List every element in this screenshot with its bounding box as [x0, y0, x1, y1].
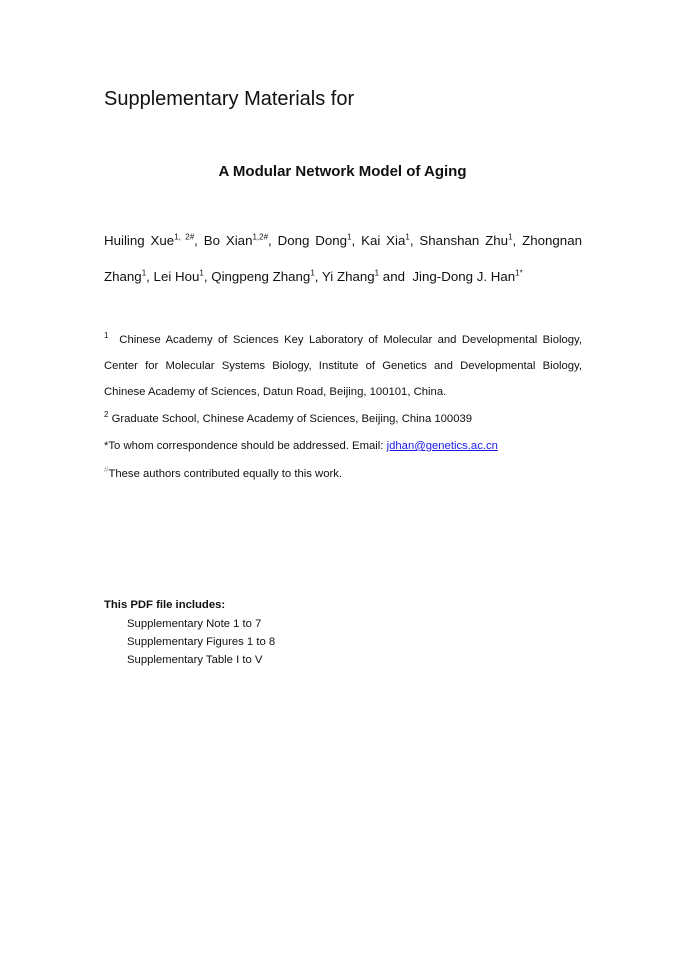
equal-contribution-marker: #: [104, 465, 109, 475]
author-affiliation-sup: 1: [508, 232, 513, 242]
author-affiliation-sup: 1,2#: [252, 232, 269, 242]
supplementary-heading: Supplementary Materials for: [104, 88, 355, 110]
author-name: Dong Dong: [277, 233, 348, 248]
author-affiliation-sup: 1: [310, 268, 315, 278]
author-name: Lei Hou: [153, 269, 200, 284]
author-affiliation-sup: 1: [199, 268, 204, 278]
author-affiliation-sup: 1: [141, 268, 147, 278]
includes-list: [104, 615, 275, 669]
author-affiliation-sup: 1, 2#: [174, 232, 195, 242]
author-name: Bo Xian: [203, 233, 253, 248]
author-line-1: Huiling Xue$^{1, 2\#}$, Bo Xian$^{1,2\#}$, Dong Dong$^1$, Kai Xia$^1$, Shanshan Zhu$^1$, Zhongnan: [104, 232, 582, 248]
author-list: [104, 228, 582, 300]
author-name: Zhang: [104, 269, 142, 284]
author-name: Qingpeng Zhang: [211, 269, 311, 284]
list-item: Supplementary Table I to V: [127, 654, 263, 666]
author-name: Jing-Dong J. Han: [412, 269, 516, 284]
author-line-2: Zhang$^1$, Lei Hou$^1$, Qingpeng Zhang$^1$, Yi Zhang$^1$ and Jing-Dong J. Han$^{1*}$: [104, 268, 523, 284]
author-affiliation-sup: 1: [405, 232, 410, 242]
author-name: Yi Zhang: [321, 269, 375, 284]
paper-title: A Modular Network Model of Aging: [218, 163, 467, 180]
affiliation-marker: 2: [104, 410, 109, 420]
email-link[interactable]: jdhan@genetics.ac.cn: [386, 440, 498, 452]
correspondence-text: *To whom correspondence should be addressed. Email:: [104, 440, 387, 452]
correspondence-note: [104, 433, 582, 459]
affiliation-1: [104, 327, 582, 405]
list-item: Supplementary Note 1 to 7: [127, 618, 262, 630]
author-name: Zhongnan: [522, 233, 582, 248]
author-affiliation-sup: 1*: [515, 268, 523, 278]
equal-contribution-text: These authors contributed equally to this work.: [108, 468, 343, 480]
affiliation-text: Chinese Academy of Sciences, Datun Road, Beijing, 100101, China.: [104, 386, 447, 398]
affiliation-text: Chinese Academy of Sciences Key Laboratory of Molecular and Developmental Biology,: [119, 334, 582, 346]
list-item: Supplementary Figures 1 to 8: [127, 636, 276, 648]
author-affiliation-sup: 1: [347, 232, 352, 242]
author-name: Kai Xia: [361, 233, 406, 248]
affiliation-2: [104, 406, 582, 432]
author-name: Shanshan Zhu: [419, 233, 509, 248]
affiliation-marker: 1: [104, 331, 109, 341]
equal-contribution-note: [104, 461, 582, 487]
affiliation-text: Graduate School, Chinese Academy of Sciences, Beijing, China 100039: [111, 413, 473, 425]
author-name: Huiling Xue: [104, 233, 175, 248]
pdf-includes-section: [104, 597, 275, 669]
affiliation-text: Center for Molecular Systems Biology, Institute of Genetics and Developmental Biology,: [104, 360, 582, 372]
includes-heading: This PDF file includes:: [104, 599, 226, 611]
author-affiliation-sup: 1: [374, 268, 380, 278]
